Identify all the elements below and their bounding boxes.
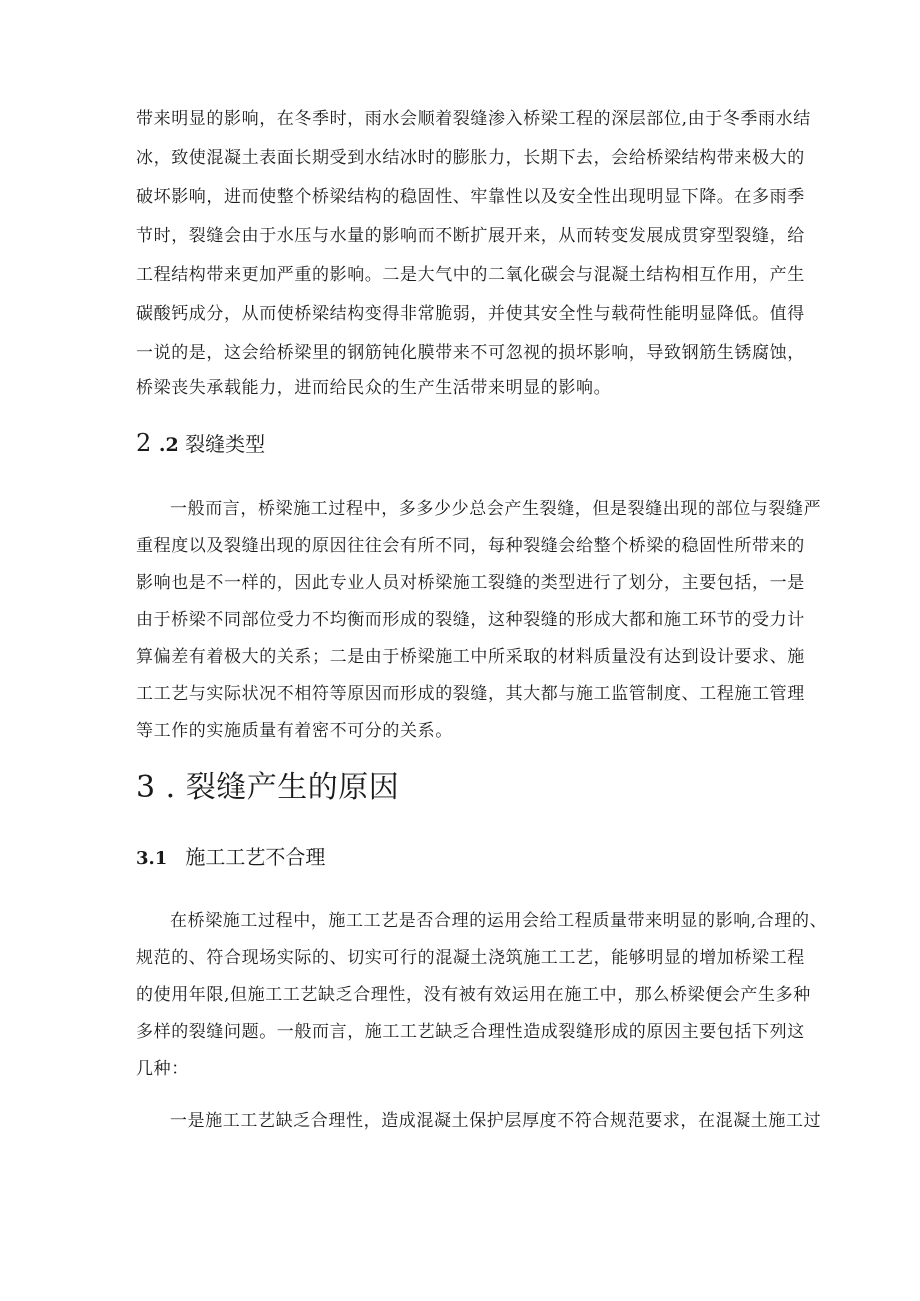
paragraph-3-line-1: 在桥梁施工过程中，施工工艺是否合理的运用会给工程质量带来明显的影响,合理的、 [170, 911, 828, 931]
paragraph-1-line-1: 带来明显的影响，在冬季时，雨水会顺着裂缝渗入桥梁工程的深层部位,由于冬季雨水结 [136, 109, 811, 129]
paragraph-2-line-1: 一般而言，桥梁施工过程中，多多少少总会产生裂缝，但是裂缝出现的部位与裂缝严 [170, 499, 822, 519]
paragraph-1-line-2: 冰，致使混凝土表面长期受到水结冰时的膨胀力，长期下去，会给桥梁结构带来极大的 [136, 148, 805, 168]
paragraph-1-line-4: 节时，裂缝会由于水压与水量的影响而不断扩展开来，从而转变发展成贯穿型裂缝，给 [136, 226, 805, 246]
paragraph-3-line-2: 规范的、符合现场实际的、切实可行的混凝土浇筑施工工艺，能够明显的增加桥梁工程 [136, 948, 805, 968]
section-3-1-heading [136, 841, 325, 870]
section-2-2-heading [136, 428, 265, 457]
section-3-1-title: 施工工艺不合理 [185, 845, 326, 869]
paragraph-2-line-6: 工工艺与实际状况不相符等原因而形成的裂缝，其大都与施工监管制度、工程施工管理 [136, 684, 805, 704]
paragraph-1-line-3: 破坏影响，进而使整个桥梁结构的稳固性、牢靠性以及安全性出现明显下降。在多雨季 [136, 187, 805, 207]
paragraph-1-line-8: 桥梁丧失承载能力，进而给民众的生产生活带来明显的影响。 [136, 378, 612, 398]
section-2-2-title: 裂缝类型 [185, 432, 266, 456]
paragraph-2-line-2: 重程度以及裂缝出现的原因往往会有所不同，每种裂缝会给整个桥梁的稳固性所带来的 [136, 536, 805, 556]
paragraph-1-line-6: 碳酸钙成分，从而使桥梁结构变得非常脆弱，并使其安全性与载荷性能明显降低。值得 [136, 304, 805, 324]
section-3-heading: 3 . 裂缝产生的原因 [136, 770, 400, 805]
paragraph-1-line-7: 一说的是，这会给桥梁里的钢筋钝化膜带来不可忽视的损坏影响，导致钢筋生锈腐蚀， [136, 343, 805, 363]
section-3-1-number: 3.1 [136, 848, 168, 869]
section-2-2-number: 2 .2 [136, 429, 179, 457]
paragraph-2-line-4: 由于桥梁不同部位受力不均衡而形成的裂缝，这种裂缝的形成大都和施工环节的受力计 [136, 610, 805, 630]
paragraph-3-line-5: 几种： [136, 1059, 189, 1079]
paragraph-1-line-5: 工程结构带来更加严重的影响。二是大气中的二氧化碳会与混凝土结构相互作用，产生 [136, 265, 805, 285]
paragraph-2-line-3: 影响也是不一样的，因此专业人员对桥梁施工裂缝的类型进行了划分，主要包括，一是 [136, 573, 805, 593]
paragraph-2-line-7: 等工作的实施质量有着密不可分的关系。 [136, 721, 453, 741]
paragraph-3-line-3: 的使用年限,但施工工艺缺乏合理性，没有被有效运用在施工中，那么桥梁便会产生多种 [136, 985, 811, 1005]
paragraph-3-line-4: 多样的裂缝问题。一般而言，施工工艺缺乏合理性造成裂缝形成的原因主要包括下列这 [136, 1022, 805, 1042]
paragraph-2-line-5: 算偏差有着极大的关系；二是由于桥梁施工中所采取的材料质量没有达到设计要求、施 [136, 647, 805, 667]
paragraph-4-line-1: 一是施工工艺缺乏合理性，造成混凝土保护层厚度不符合规范要求，在混凝土施工过 [170, 1111, 822, 1131]
